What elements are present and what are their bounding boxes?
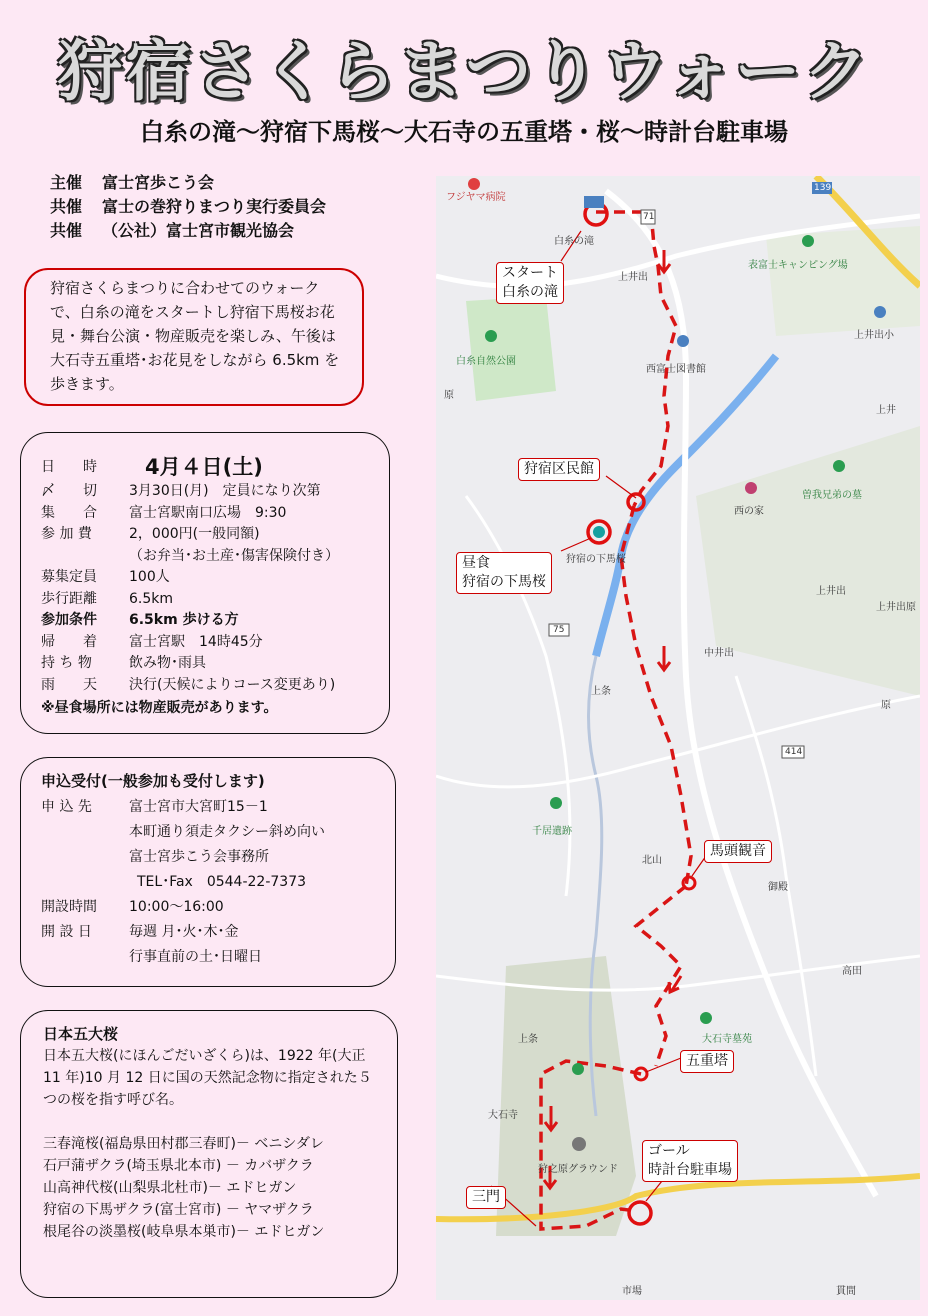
five-sakura-description: 日本五大桜(にほんごだいざくら)は、1922 年(大正 11 年)10 月 12 日に国の天然記念物に指定された５つの桜を指す呼び名。 [43,1048,372,1108]
info-row: 集 合 富士宮駅南口広場 9:30 [41,504,287,521]
callout-gojunoto: 五重塔 [680,1050,734,1073]
route-map [436,176,920,1300]
info-row: 帰 着 富士宮駅 14時45分 [41,633,263,650]
callout-kominkan: 狩宿区民館 [518,458,600,481]
five-sakura-heading: 日本五大桜 [43,1025,119,1043]
info-note: ※昼食場所には物産販売があります。 [41,700,278,716]
map-label: 貫間 [836,1286,856,1297]
map-label: 御殿 [768,882,788,893]
callout-sanmon: 三門 [466,1186,506,1209]
info-row-date: 日 時 4月４日(土) [41,455,263,479]
info-row: 募集定員 100人 [41,569,170,585]
map-label: 大石寺墓苑 [702,1034,752,1045]
map-label: 上条 [518,1034,538,1045]
info-row: 参 加 費 2，000円(一般同額) [41,526,260,542]
map-label: 上井出原 [876,602,916,613]
intro-text: 狩宿さくらまつりに合わせてのウォークで、白糸の滝をスタートし狩宿下馬桜お花見・舞台公演・物産販売を楽しみ、午後は大石寺五重塔･お花見をしながら 6.5km を歩きます。 [24,268,364,406]
map-label: 中井出 [704,648,734,659]
map-label: 白糸の滝 [554,236,594,247]
map-label: 市場 [622,1286,642,1297]
organizer-co-2: 共催 （公社）富士宮市観光協会 [50,221,295,240]
list-item: 三春滝桜(福島県田村郡三春町)－ ベニシダレ [43,1136,324,1152]
map-label: 上井出 [618,272,648,283]
list-item: 根尾谷の淡墨桜(岐阜県本巣市)－ エドヒガン [43,1224,325,1240]
info-row: 持 ち 物 飲み物･雨具 [41,655,206,671]
apply-days-row: 開 設 日 毎週 月･火･木･金 行事直前の土･日曜日 [41,924,262,965]
map-label: 西の家 [734,506,764,517]
page-subtitle: 白糸の滝～狩宿下馬桜～大石寺の五重塔・桜～時計台駐車場 [140,118,788,146]
info-row: （お弁当･お土産･傷害保険付き） [129,547,339,564]
map-label: 狩之原グラウンド [538,1164,618,1175]
application-box [20,757,396,987]
route-sign: 139 [814,183,832,193]
map-label: 西富士図書館 [646,364,706,375]
map-label: 大石寺 [488,1110,518,1121]
organizer-co-1: 共催 富士の巻狩りまつり実行委員会 [50,197,327,216]
five-sakura-box [20,1010,398,1298]
list-item: 石戸蒲ザクラ(埼玉県北本市) － カバザクラ [43,1158,314,1174]
page-title: 狩宿さくらまつりウォーク [57,33,871,110]
map-label: 上井出 [816,586,846,597]
map-label: 上井 [876,405,896,416]
map-label: 原 [881,700,891,711]
event-info-box [20,432,390,734]
apply-place-row: 申 込 先 富士宮市大宮町15－1 本町通り須走タクシー斜め向い 富士宮歩こう会事務所 TEL･Fax 0544-22-7373 [41,799,325,890]
map-label: 白糸自然公園 [456,356,516,367]
route-sign: 75 [553,625,565,635]
map-background [436,176,920,1300]
apply-hours-row: 開設時間 10:00～16:00 [41,899,224,915]
map-label: フジヤマ病院 [446,192,506,203]
map-label: 上条 [591,686,611,697]
info-row: 〆 切 3月30日(月) 定員になり次第 [41,483,321,499]
map-label: 上井出小 [854,330,894,341]
route-sign: 71 [643,212,655,222]
map-label: 高田 [842,966,862,977]
callout-start: スタート 白糸の滝 [496,262,564,304]
list-item: 狩宿の下馬ザクラ(富士宮市) － ヤマザクラ [43,1202,314,1218]
callout-batou-kannon: 馬頭観音 [704,840,772,863]
callout-lunch: 昼食 狩宿の下馬桜 [456,552,552,594]
organizer-main: 主催 富士宮歩こう会 [50,173,215,192]
map-label: 北山 [642,855,662,866]
callout-goal: ゴール 時計台駐車場 [642,1140,738,1182]
route-sign: 414 [785,747,803,757]
list-item: 山高神代桜(山梨県北杜市)－ エドヒガン [43,1180,297,1196]
application-heading: 申込受付(一般参加も受付します) [41,772,265,790]
map-label: 曽我兄弟の墓 [802,490,862,501]
map-label: 狩宿の下馬桜 [566,554,626,565]
map-label: 原 [444,390,454,401]
info-row: 雨 天 決行(天候によりコース変更あり) [41,676,336,693]
map-label: 千居遺跡 [532,826,572,837]
info-row: 歩行距離 6.5km [41,590,174,607]
info-row: 参加条件 6.5km 歩ける方 [41,612,239,628]
map-label: 表富士キャンピング場 [748,260,848,271]
